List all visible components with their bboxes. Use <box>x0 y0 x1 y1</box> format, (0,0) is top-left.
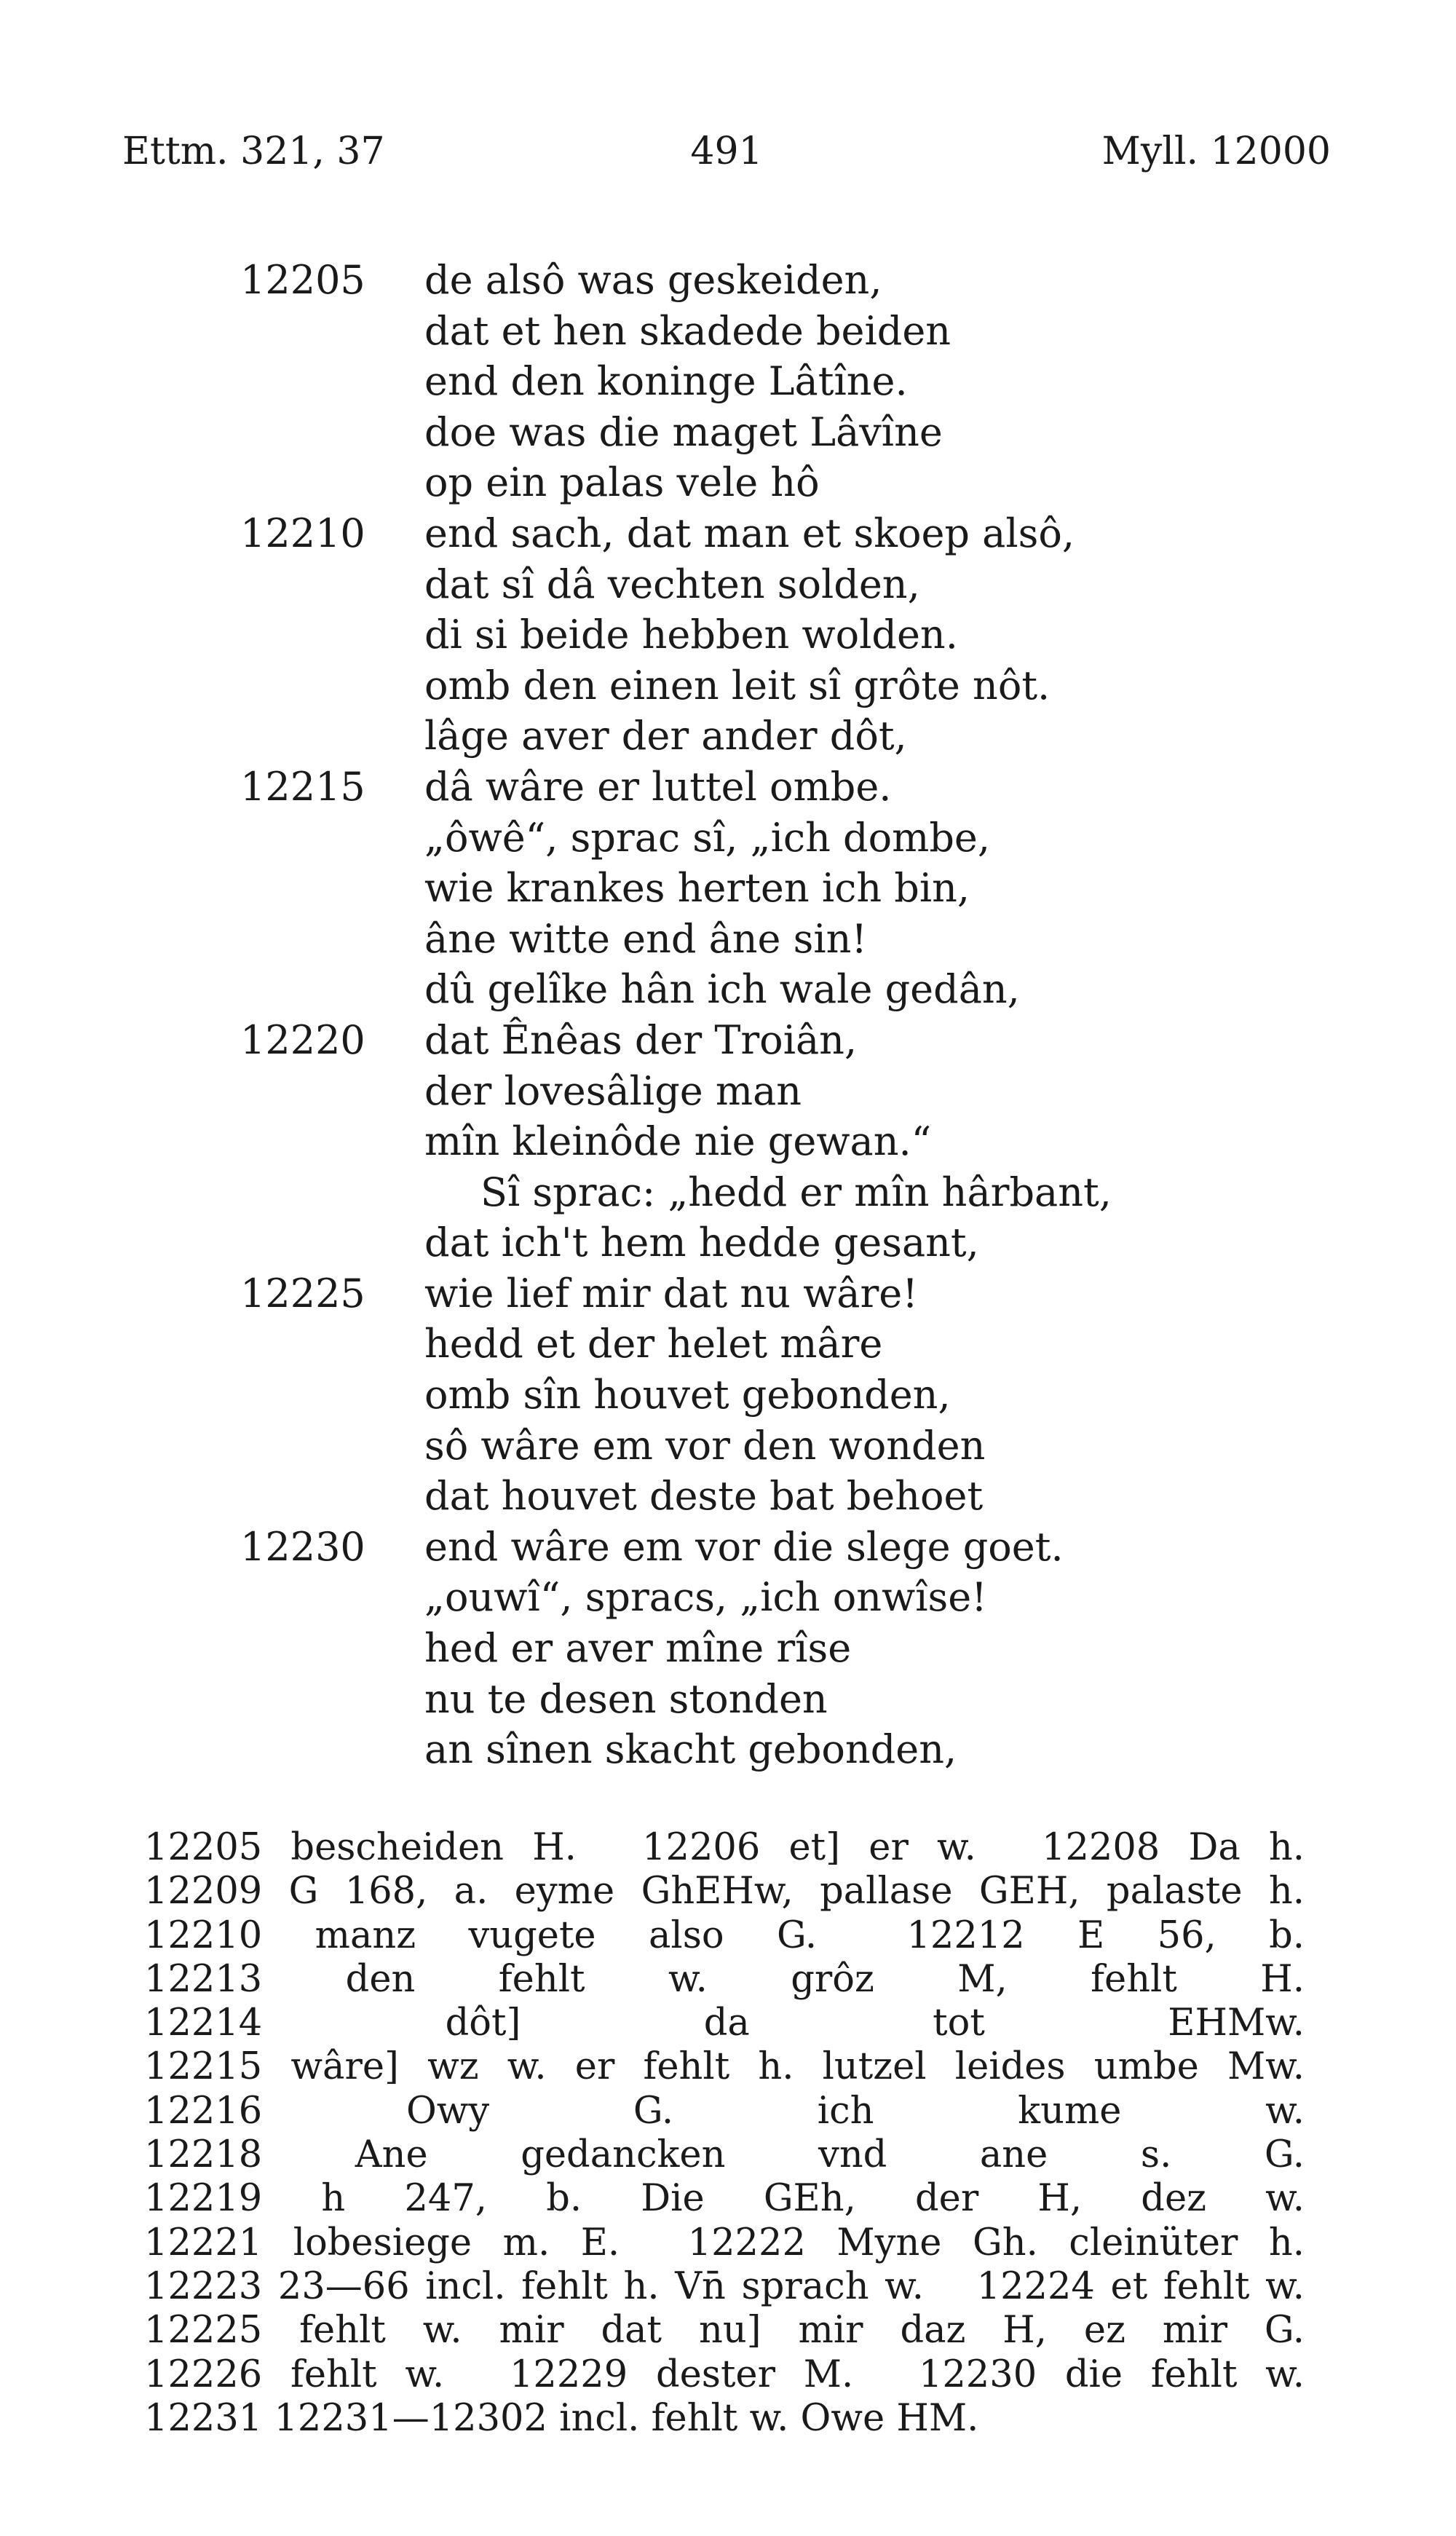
verse-line <box>0 1370 1456 1421</box>
verse-line <box>0 1572 1456 1623</box>
verse-line <box>0 1471 1456 1522</box>
verse-line-text: op ein palas vele hô <box>424 459 820 506</box>
verse-line-text: end den koninge Lâtîne. <box>424 358 908 405</box>
verse-line <box>0 1015 1456 1066</box>
page-number: 491 <box>690 130 763 173</box>
verse-line <box>0 1116 1456 1167</box>
verse-line <box>0 306 1456 357</box>
verse-line-text: dat sî dâ vechten solden, <box>424 561 920 607</box>
verse-line <box>0 762 1456 813</box>
verse-line <box>0 711 1456 762</box>
apparatus-paragraph <box>144 1826 1342 2441</box>
apparatus-note: 12216 Owy G. ich kume w. <box>144 2089 1305 2133</box>
critical-apparatus <box>144 1826 1342 2441</box>
verse-line-text: dû gelîke hân ich wale gedân, <box>424 966 1020 1013</box>
verse-line <box>0 813 1456 864</box>
apparatus-note: 12214 dôt] da tot EHMw. <box>144 2002 1305 2045</box>
verse-line <box>0 609 1456 660</box>
verse-line <box>0 1522 1456 1573</box>
verse-line-text: dat Ênêas der Troiân, <box>424 1016 858 1063</box>
verse-line-text: nu te desen stonden <box>424 1675 828 1722</box>
verse-line-text: di si beide hebben wolden. <box>424 612 958 658</box>
verse-line-text: hed er aver mîne rîse <box>424 1625 852 1672</box>
header-right-reference: Myll. 12000 <box>1101 130 1331 173</box>
apparatus-note: 12230 die fehlt w. <box>918 2353 1305 2396</box>
verse-line <box>0 508 1456 559</box>
verse-line <box>0 1167 1456 1218</box>
apparatus-note: 12213 den fehlt w. grôz M, fehlt H. <box>144 1957 1305 2001</box>
apparatus-note: 12223 23—66 incl. fehlt h. Vn̄ sprach w. <box>144 2264 924 2308</box>
apparatus-note: 12224 et fehlt w. <box>976 2264 1305 2308</box>
verse-line-text: Sî sprac: „hedd er mîn hârbant, <box>480 1169 1112 1215</box>
verse-line-text: dat et hen skadede beiden <box>424 307 951 354</box>
verse-line-text: wie krankes herten ich bin, <box>424 865 970 912</box>
verse-line <box>0 1217 1456 1268</box>
apparatus-note: 12210 manz vugete also G. <box>144 1913 818 1957</box>
line-number: 12210 <box>240 510 365 556</box>
line-number: 12220 <box>240 1016 365 1063</box>
line-number: 12215 <box>240 763 365 810</box>
verse-line-text: sô wâre em vor den wonden <box>424 1422 986 1469</box>
verse-line <box>0 1319 1456 1370</box>
apparatus-note: 12229 dester M. <box>509 2353 854 2396</box>
apparatus-note: 12219 h 247, b. Die GEh, der H, dez w. <box>144 2177 1305 2221</box>
verse-line <box>0 1421 1456 1472</box>
verse-line <box>0 356 1456 407</box>
header-left-reference: Ettm. 321, 37 <box>122 130 385 173</box>
verse-line <box>0 660 1456 711</box>
verse-line-text: mîn kleinôde nie gewan.“ <box>424 1118 932 1165</box>
verse-line-text: omb den einen leit sî grôte nôt. <box>424 662 1051 708</box>
apparatus-note: 12215 wâre] wz w. er fehlt h. lutzel leides umbe Mw. <box>144 2045 1305 2089</box>
verse-line <box>0 863 1456 914</box>
line-number: 12230 <box>240 1523 365 1570</box>
apparatus-note: 12208 Da h. <box>1042 1826 1305 1869</box>
verse-line-text: „ouwî“, spracs, „ich onwîse! <box>424 1574 987 1621</box>
line-number: 12205 <box>240 257 365 303</box>
apparatus-note: 12226 fehlt w. <box>144 2353 445 2396</box>
apparatus-note: 12218 Ane gedancken vnd ane s. G. <box>144 2133 1305 2177</box>
verse-line-text: hedd et der helet mâre <box>424 1321 883 1367</box>
apparatus-note: 12221 lobesiege m. E. <box>144 2221 620 2264</box>
apparatus-note: 12222 Myne Gh. cleinüter h. <box>687 2221 1305 2264</box>
verse-line <box>0 407 1456 458</box>
verse-line <box>0 1674 1456 1725</box>
apparatus-note: 12225 fehlt w. mir dat nu] mir daz H, ez mir G. <box>144 2309 1305 2353</box>
apparatus-note: 12206 et] er w. <box>642 1826 976 1869</box>
verse-line-text: de alsô was geskeiden, <box>424 257 882 303</box>
verse-line-text: an sînen skacht gebonden, <box>424 1726 957 1773</box>
verse-line-text: lâge aver der ander dôt, <box>424 713 907 759</box>
verse-line-text: dat houvet deste bat behoet <box>424 1473 984 1520</box>
line-number: 12225 <box>240 1270 365 1316</box>
verse-line <box>0 1066 1456 1117</box>
apparatus-note: 12205 bescheiden H. <box>144 1826 577 1869</box>
verse-line <box>0 914 1456 965</box>
verse-line-text: end sach, dat man et skoep alsô, <box>424 510 1075 556</box>
verse-line <box>0 255 1456 306</box>
running-header <box>122 130 1331 188</box>
verse-line <box>0 457 1456 508</box>
apparatus-note: 12231 12231—12302 incl. fehlt w. Owe HM. <box>144 2396 979 2440</box>
verse-line-text: omb sîn houvet gebonden, <box>424 1372 951 1418</box>
apparatus-note: 12212 E 56, b. <box>906 1913 1305 1957</box>
verse-line-text: dâ wâre er luttel ombe. <box>424 763 892 810</box>
verse-line-text: dat ich't hem hedde gesant, <box>424 1220 979 1266</box>
verse-text <box>0 255 1456 1775</box>
verse-line-text: „ôwê“, sprac sî, „ich dombe, <box>424 814 991 861</box>
apparatus-note: 12209 G 168, a. eyme GhEHw, pallase GEH, palaste h. <box>144 1870 1305 1913</box>
verse-line-text: end wâre em vor die slege goet. <box>424 1523 1064 1570</box>
verse-line-text: âne witte end âne sin! <box>424 915 868 962</box>
verse-line-text: doe was die maget Lâvîne <box>424 408 943 455</box>
verse-line-text: wie lief mir dat nu wâre! <box>424 1270 918 1316</box>
verse-line <box>0 1623 1456 1674</box>
verse-line <box>0 1724 1456 1775</box>
verse-line <box>0 559 1456 610</box>
verse-line-text: der lovesâlige man <box>424 1067 802 1114</box>
verse-line <box>0 964 1456 1015</box>
verse-line <box>0 1268 1456 1319</box>
